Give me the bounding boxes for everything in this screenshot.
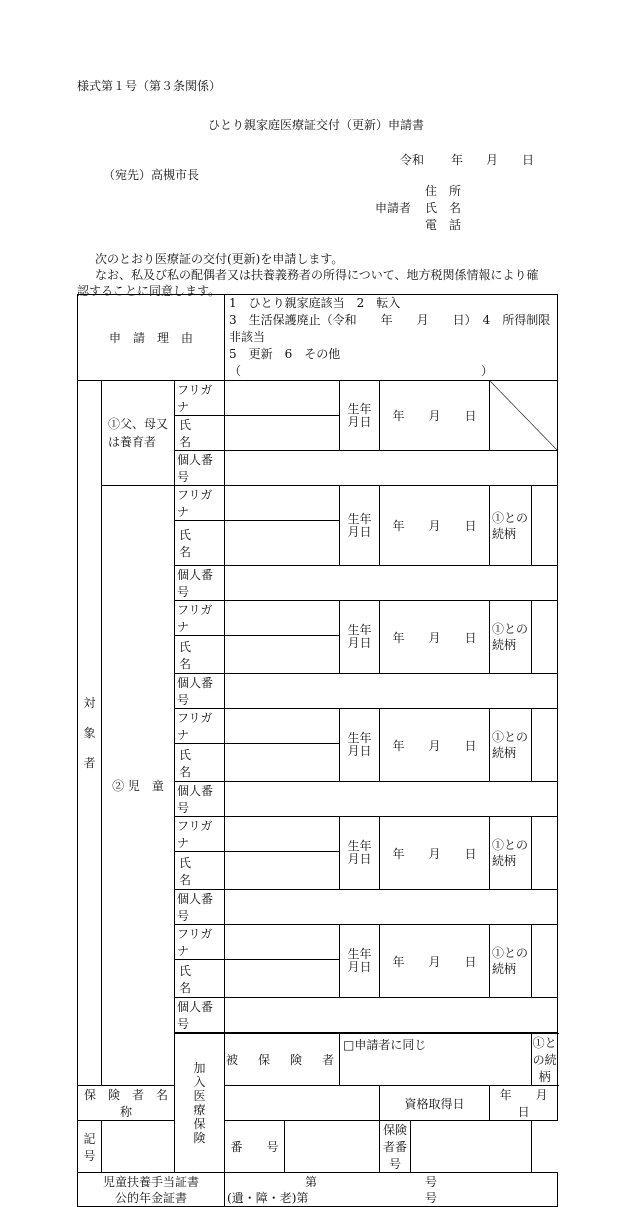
parent-kojin-label: 個人番号 bbox=[175, 451, 225, 486]
address-label: 住 所 bbox=[425, 184, 462, 198]
parent-furigana-label: フリガナ bbox=[175, 381, 225, 416]
child4-relation-field[interactable] bbox=[532, 817, 558, 890]
child2-furigana-field[interactable] bbox=[225, 601, 340, 636]
child5-name-field[interactable] bbox=[225, 960, 340, 998]
child4-name-field[interactable] bbox=[225, 852, 340, 890]
insurer-number-field[interactable] bbox=[411, 1121, 532, 1173]
parent-relation-cell bbox=[490, 381, 558, 451]
child4-furigana-field[interactable] bbox=[225, 817, 340, 852]
date-month: 月 bbox=[486, 153, 499, 167]
symbol-label: 記 号 bbox=[78, 1121, 102, 1173]
certificate-labels bbox=[78, 1173, 225, 1207]
phone-label: 電 話 bbox=[425, 218, 462, 232]
insurer-name-field[interactable] bbox=[225, 1086, 380, 1121]
child3-furigana-field[interactable] bbox=[225, 709, 340, 744]
parent-name-field[interactable] bbox=[225, 416, 340, 451]
child1-relation-label: ①との 続柄 bbox=[490, 486, 532, 566]
child2-kojin-label: 個人番号 bbox=[175, 674, 225, 709]
qualification-date-field[interactable]: 年 月 日 bbox=[490, 1086, 558, 1121]
relation-to-1-label: ①との続柄 bbox=[532, 1034, 558, 1086]
child2-relation-field[interactable] bbox=[532, 601, 558, 674]
date-year: 年 bbox=[451, 153, 464, 167]
insured-label: 被 保 険 者 bbox=[225, 1034, 340, 1086]
child3-kojin-label: 個人番号 bbox=[175, 782, 225, 817]
reason-line-2: 3 生活保護廃止（令和 年 月 日） 4 所得制限非該当 bbox=[229, 313, 551, 344]
date-day: 日 bbox=[522, 153, 535, 167]
name-label: 氏 名 bbox=[425, 201, 462, 215]
child4-kojin-field[interactable] bbox=[225, 890, 558, 925]
reason-line-3: 5 更新 6 その他（ ） bbox=[229, 347, 494, 378]
child3-birth-label: 生年 月日 bbox=[340, 709, 380, 782]
child3-furigana-label: フリガナ bbox=[175, 709, 225, 744]
applicant-label: 申請者 bbox=[375, 201, 412, 215]
child5-name-label: 氏 名 bbox=[175, 960, 225, 998]
number-field[interactable] bbox=[285, 1121, 380, 1173]
statement-line-3: 認することに同意します。 bbox=[77, 284, 221, 298]
child5-birth-field[interactable]: 年 月 日 bbox=[380, 925, 490, 998]
reason-line-1: 1 ひとり親家庭該当 2 転入 bbox=[229, 296, 401, 310]
child3-name-label: 氏 名 bbox=[175, 744, 225, 782]
cert-dai: 第 bbox=[305, 1174, 318, 1189]
number-label: 番 号 bbox=[225, 1121, 285, 1173]
form-number: 様式第１号（第３条関係） bbox=[77, 79, 222, 93]
child1-relation-field[interactable] bbox=[532, 486, 558, 566]
addressee: （宛先）高槻市長 bbox=[103, 168, 200, 182]
child3-relation-label: ①との 続柄 bbox=[490, 709, 532, 782]
insurer-number-label: 保険者番号 bbox=[380, 1121, 411, 1173]
child1-birth-label: 生年 月日 bbox=[340, 486, 380, 566]
child5-relation-field[interactable] bbox=[532, 925, 558, 998]
statement-line-2: なお、私及び私の配偶者又は扶養義務者の所得について、地方税関係情報により確 bbox=[95, 268, 539, 282]
target-label: 対 象 者 bbox=[78, 381, 102, 1086]
date-era: 令和 bbox=[400, 153, 425, 167]
child-allowance-label: 児童扶養手当証書 bbox=[103, 1174, 200, 1189]
child1-name-field[interactable] bbox=[225, 521, 340, 566]
child3-birth-field[interactable]: 年 月 日 bbox=[380, 709, 490, 782]
child3-relation-field[interactable] bbox=[532, 709, 558, 782]
child4-birth-field[interactable]: 年 月 日 bbox=[380, 817, 490, 890]
child3-name-field[interactable] bbox=[225, 744, 340, 782]
child3-kojin-field[interactable] bbox=[225, 782, 558, 817]
statement-line-1: 次のとおり医療証の交付(更新)を申請します。 bbox=[95, 252, 344, 266]
child5-relation-label: ①との 続柄 bbox=[490, 925, 532, 998]
same-as-applicant[interactable]: □申請者に同じ bbox=[340, 1034, 532, 1086]
child4-relation-label: ①との 続柄 bbox=[490, 817, 532, 890]
symbol-field[interactable] bbox=[102, 1121, 225, 1173]
child1-birth-field[interactable]: 年 月 日 bbox=[380, 486, 490, 566]
cert-go: 号 bbox=[425, 1174, 438, 1189]
child5-birth-label: 生年 月日 bbox=[340, 925, 380, 998]
insurer-name-label: 保 険 者 名 称 bbox=[78, 1086, 175, 1121]
child2-kojin-field[interactable] bbox=[225, 674, 558, 709]
child2-birth-field[interactable]: 年 月 日 bbox=[380, 601, 490, 674]
insurance-label: 加 入 医 療 保 険 bbox=[175, 1034, 225, 1173]
child-label: ② 児 童 bbox=[102, 486, 175, 1086]
pension-label: 公的年金証書 bbox=[115, 1190, 188, 1205]
child2-furigana-label: フリガナ bbox=[175, 601, 225, 636]
parent-kojin-field[interactable] bbox=[225, 451, 558, 486]
child2-relation-label: ①との 続柄 bbox=[490, 601, 532, 674]
child1-name-label: 氏 名 bbox=[175, 521, 225, 566]
child4-kojin-label: 個人番号 bbox=[175, 890, 225, 925]
child5-furigana-field[interactable] bbox=[225, 925, 340, 960]
reason-label: 申 請 理 由 bbox=[78, 295, 225, 381]
child5-furigana-label: フリガナ bbox=[175, 925, 225, 960]
pension-prefix: (遺・障・老)第 bbox=[227, 1190, 309, 1205]
reason-options bbox=[225, 295, 558, 381]
child4-furigana-label: フリガナ bbox=[175, 817, 225, 852]
child5-kojin-label: 個人番号 bbox=[175, 998, 225, 1033]
child1-furigana-label: フリガナ bbox=[175, 486, 225, 521]
child4-name-label: 氏 名 bbox=[175, 852, 225, 890]
certificate-numbers[interactable] bbox=[225, 1173, 558, 1207]
child1-kojin-label: 個人番号 bbox=[175, 566, 225, 601]
child2-birth-label: 生年 月日 bbox=[340, 601, 380, 674]
pension-go: 号 bbox=[425, 1190, 438, 1205]
child1-kojin-field[interactable] bbox=[225, 566, 558, 601]
child2-name-label: 氏 名 bbox=[175, 636, 225, 674]
parent-furigana-field[interactable] bbox=[225, 381, 340, 416]
parent-birth-label: 生年 月日 bbox=[340, 381, 380, 451]
parent-birth-field[interactable]: 年 月 日 bbox=[380, 381, 490, 451]
application-form-table bbox=[77, 294, 572, 1207]
form-title: ひとり親家庭医療証交付（更新）申請書 bbox=[208, 118, 425, 132]
child1-furigana-field[interactable] bbox=[225, 486, 340, 521]
parent-label: ①父、母又 は養育者 bbox=[102, 381, 175, 486]
parent-name-label: 氏 名 bbox=[175, 416, 225, 451]
child4-birth-label: 生年 月日 bbox=[340, 817, 380, 890]
qualification-date-label: 資格取得日 bbox=[380, 1086, 490, 1121]
child2-name-field[interactable] bbox=[225, 636, 340, 674]
child5-kojin-field[interactable] bbox=[225, 998, 558, 1033]
